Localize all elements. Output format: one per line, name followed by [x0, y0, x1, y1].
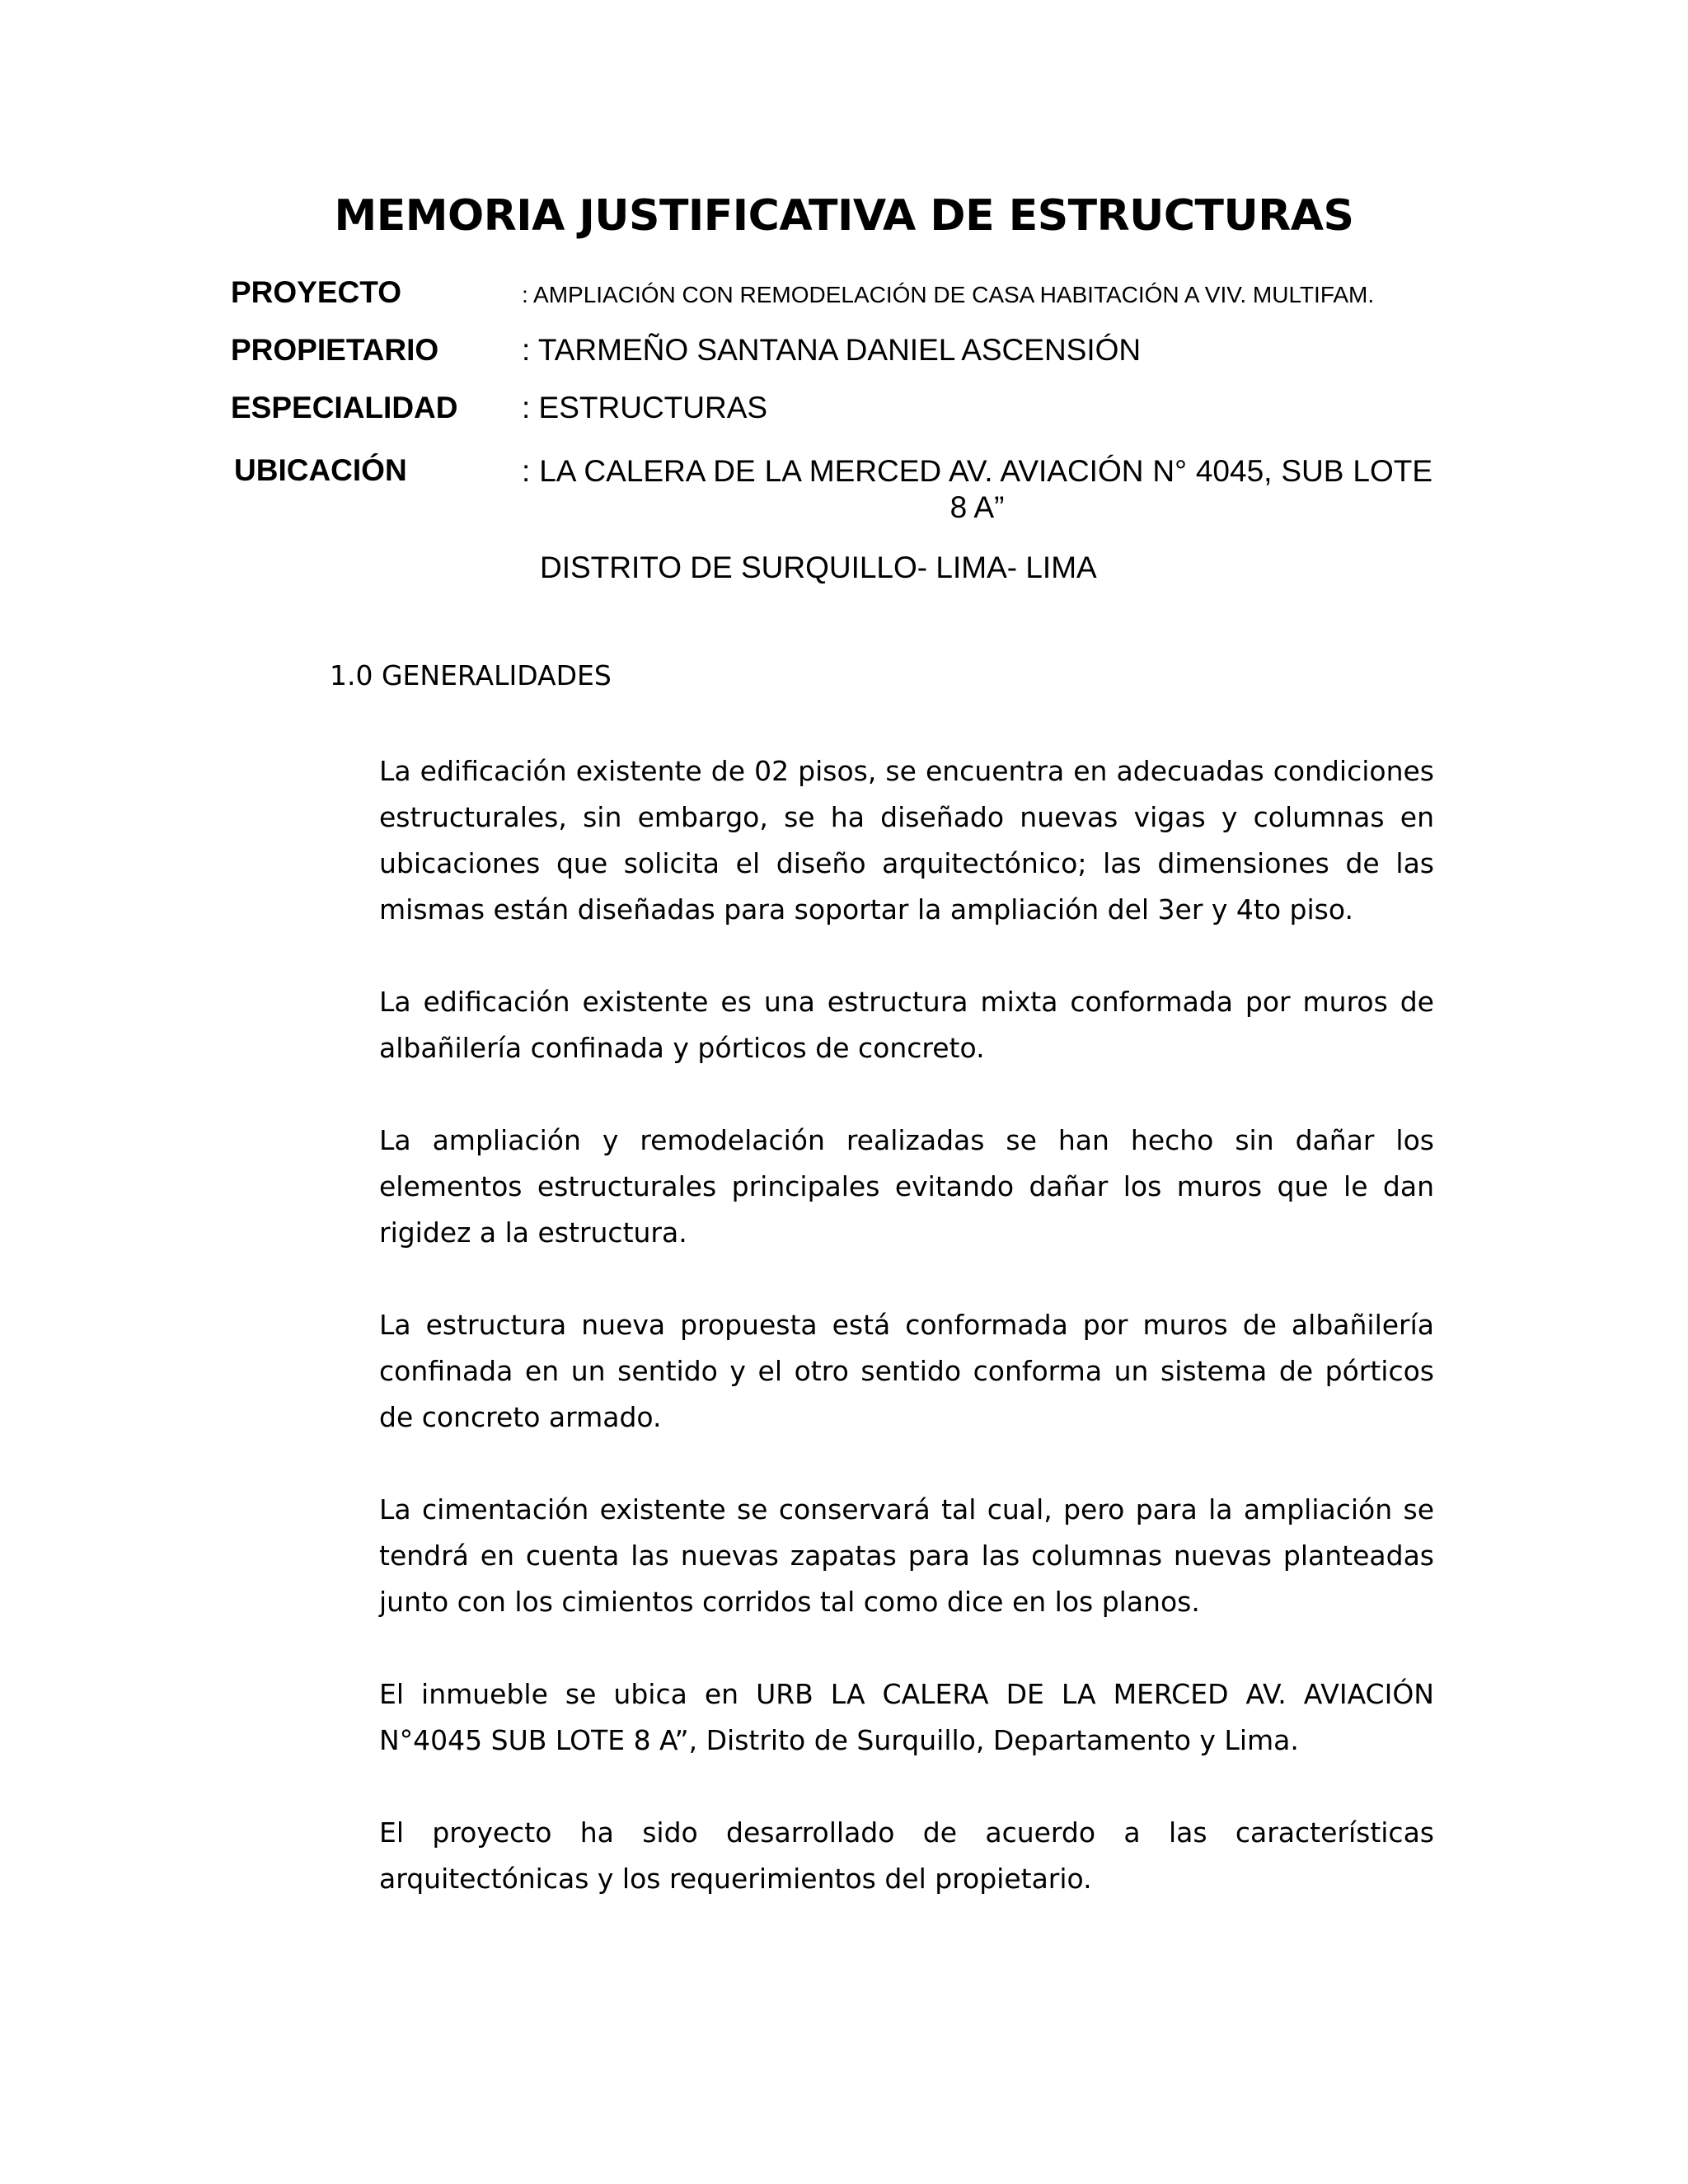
ubicacion-district: DISTRITO DE SURQUILLO- LIMA- LIMA [540, 551, 1097, 584]
body-text [379, 748, 1434, 1948]
proyecto-value: : AMPLIACIÓN CON REMODELACIÓN DE CASA HABITACIÓN A VIV. MULTIFAM. [522, 282, 1375, 307]
propietario-value: : TARMEÑO SANTANA DANIEL ASCENSIÓN [522, 333, 1142, 367]
paragraph: La edificación existente es una estructura mixta conformada por muros de albañilería confinada y pórticos de concreto. [379, 986, 1434, 1064]
paragraph: La edificación existente de 02 pisos, se encuentra en adecuadas condiciones estructurales, sin embargo, se ha diseñado nuevas vigas y columnas en ubicaciones que solicita el diseño arquitectónico; las dimensiones de las mismas están diseñadas para soportar la ampliación del 3er y 4to piso. [379, 755, 1434, 926]
ubicacion-label: UBICACIÓN [234, 453, 407, 487]
paragraph: La estructura nueva propuesta está conformada por muros de albañilería confinada en un sentido y el otro sentido conforma un sistema de pórticos de concreto armado. [379, 1309, 1434, 1433]
paragraph: El proyecto ha sido desarrollado de acuerdo a las características arquitectónicas y los requerimientos del propietario. [379, 1816, 1434, 1895]
section-heading-generalidades: 1.0 GENERALIDADES [330, 659, 612, 691]
paragraph: La ampliación y remodelación realizadas se han hecho sin dañar los elementos estructurales principales evitando dañar los muros que le dan rigidez a la estructura. [379, 1124, 1434, 1249]
especialidad-value: : ESTRUCTURAS [522, 391, 768, 424]
propietario-label: PROPIETARIO [231, 333, 439, 367]
ubicacion-value: : LA CALERA DE LA MERCED AV. AVIACIÓN N° 4045, SUB LOTE 8 A” [522, 454, 1432, 524]
proyecto-label: PROYECTO [231, 275, 401, 309]
document-title: MEMORIA JUSTIFICATIVA DE ESTRUCTURAS [334, 191, 1354, 241]
paragraph: El inmueble se ubica en URB LA CALERA DE LA MERCED AV. AVIACIÓN N°4045 SUB LOTE 8 A”, Distrito de Surquillo, Departamento y Lima. [379, 1678, 1434, 1756]
especialidad-label: ESPECIALIDAD [231, 391, 458, 424]
paragraph: La cimentación existente se conservará tal cual, pero para la ampliación se tendrá en cuenta las nuevas zapatas para las columnas nuevas planteadas junto con los cimientos corridos tal como dice en los planos. [379, 1493, 1434, 1618]
